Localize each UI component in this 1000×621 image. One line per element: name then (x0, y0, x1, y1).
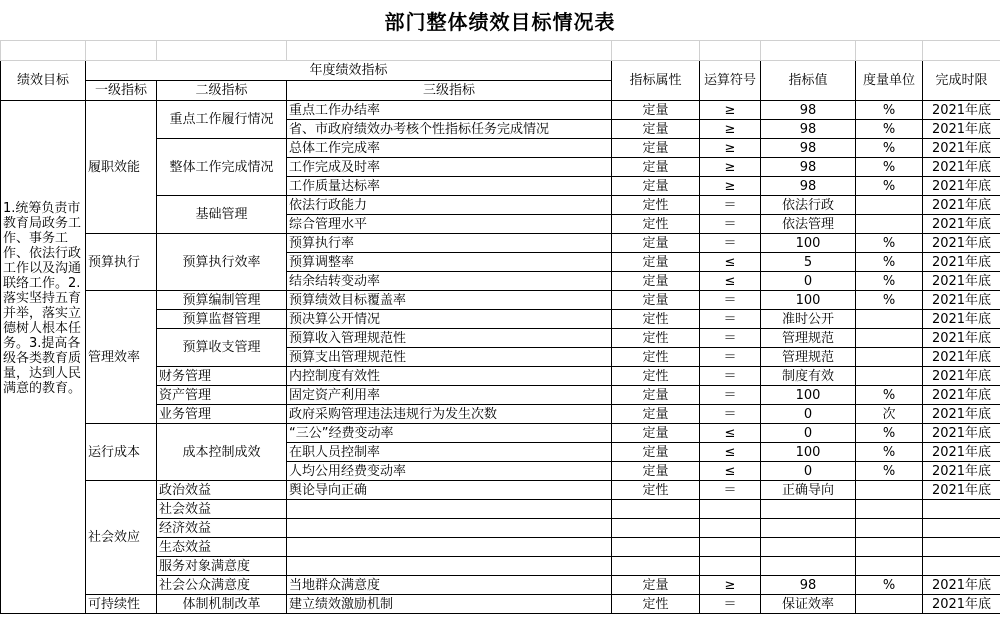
unit-cell[interactable] (856, 500, 923, 519)
attr-cell[interactable] (612, 500, 700, 519)
op-cell[interactable]: ≥ (700, 139, 761, 158)
level2-cell[interactable]: 体制机制改革 (157, 595, 287, 614)
op-cell[interactable]: ＝ (700, 367, 761, 386)
attr-cell[interactable]: 定性 (612, 215, 700, 234)
level1-cell[interactable]: 社会效应 (86, 481, 157, 595)
unit-cell[interactable]: % (856, 386, 923, 405)
level2-cell[interactable]: 业务管理 (157, 405, 287, 424)
deadline-cell[interactable]: 2021年底 (923, 576, 1000, 595)
unit-cell[interactable] (856, 367, 923, 386)
blank-cell[interactable] (700, 41, 761, 61)
op-cell[interactable]: ＝ (700, 386, 761, 405)
deadline-cell[interactable] (923, 519, 1000, 538)
unit-cell[interactable] (856, 595, 923, 614)
value-cell[interactable]: 依法管理 (761, 215, 856, 234)
attr-cell[interactable]: 定量 (612, 158, 700, 177)
value-cell[interactable]: 98 (761, 177, 856, 196)
header-annual[interactable]: 年度绩效指标 (86, 61, 612, 81)
level2-cell[interactable]: 预算监督管理 (157, 310, 287, 329)
level3-cell[interactable]: 综合管理水平 (287, 215, 612, 234)
unit-cell[interactable]: % (856, 139, 923, 158)
level3-cell[interactable]: 预算绩效目标覆盖率 (287, 291, 612, 310)
deadline-cell[interactable]: 2021年底 (923, 215, 1000, 234)
level3-cell[interactable]: 省、市政府绩效办考核个性指标任务完成情况 (287, 120, 612, 139)
value-cell[interactable]: 0 (761, 272, 856, 291)
attr-cell[interactable]: 定量 (612, 291, 700, 310)
header-goal[interactable]: 绩效目标 (1, 61, 86, 101)
level3-cell[interactable]: 政府采购管理违法违规行为发生次数 (287, 405, 612, 424)
unit-cell[interactable]: % (856, 234, 923, 253)
deadline-cell[interactable]: 2021年底 (923, 253, 1000, 272)
attr-cell[interactable]: 定量 (612, 234, 700, 253)
deadline-cell[interactable]: 2021年底 (923, 234, 1000, 253)
attr-cell[interactable]: 定量 (612, 424, 700, 443)
attr-cell[interactable]: 定性 (612, 367, 700, 386)
level2-cell[interactable]: 成本控制成效 (157, 424, 287, 481)
level3-cell[interactable]: 预算执行率 (287, 234, 612, 253)
level1-cell[interactable]: 运行成本 (86, 424, 157, 481)
table-row (1, 291, 1000, 310)
value-cell[interactable] (761, 500, 856, 519)
blank-cell[interactable] (856, 41, 923, 61)
level2-cell[interactable]: 资产管理 (157, 386, 287, 405)
level3-cell[interactable]: 依法行政能力 (287, 196, 612, 215)
value-cell[interactable]: 98 (761, 158, 856, 177)
value-cell[interactable]: 98 (761, 101, 856, 120)
attr-cell[interactable]: 定量 (612, 576, 700, 595)
level1-cell[interactable]: 可持续性 (86, 595, 157, 614)
unit-cell[interactable] (856, 348, 923, 367)
unit-cell[interactable] (856, 519, 923, 538)
goal-cell[interactable]: 1.统筹负责市教育局政务工作、事务工作、依法行政工作以及沟通联络工作。2.落实坚持五育并举，落实立德树人根本任务。3.提高各级各类教育质量，达到人民满意的教育。 (1, 101, 86, 614)
attr-cell[interactable]: 定性 (612, 348, 700, 367)
unit-cell[interactable]: % (856, 291, 923, 310)
op-cell[interactable]: ＝ (700, 405, 761, 424)
level2-cell[interactable]: 政治效益 (157, 481, 287, 500)
value-cell[interactable]: 0 (761, 462, 856, 481)
attr-cell[interactable]: 定量 (612, 139, 700, 158)
attr-cell[interactable]: 定量 (612, 386, 700, 405)
value-cell[interactable]: 98 (761, 120, 856, 139)
op-cell[interactable] (700, 557, 761, 576)
unit-cell[interactable] (856, 310, 923, 329)
deadline-cell[interactable]: 2021年底 (923, 481, 1000, 500)
deadline-cell[interactable]: 2021年底 (923, 405, 1000, 424)
level2-cell[interactable]: 社会效益 (157, 500, 287, 519)
value-cell[interactable]: 依法行政 (761, 196, 856, 215)
value-cell[interactable]: 100 (761, 291, 856, 310)
value-cell[interactable] (761, 557, 856, 576)
blank-cell[interactable] (86, 41, 157, 61)
value-cell[interactable]: 制度有效 (761, 367, 856, 386)
deadline-cell[interactable] (923, 557, 1000, 576)
op-cell[interactable]: ≤ (700, 272, 761, 291)
header-deadline[interactable]: 完成时限 (923, 61, 1000, 101)
header-level2[interactable]: 二级指标 (157, 81, 287, 101)
unit-cell[interactable]: % (856, 462, 923, 481)
unit-cell[interactable]: % (856, 424, 923, 443)
unit-cell[interactable]: % (856, 272, 923, 291)
deadline-cell[interactable]: 2021年底 (923, 386, 1000, 405)
level3-cell[interactable]: 预算支出管理规范性 (287, 348, 612, 367)
op-cell[interactable]: ≤ (700, 443, 761, 462)
op-cell[interactable]: ≥ (700, 158, 761, 177)
deadline-cell[interactable]: 2021年底 (923, 462, 1000, 481)
op-cell[interactable]: ≤ (700, 253, 761, 272)
table-row (1, 595, 1000, 614)
value-cell[interactable]: 100 (761, 234, 856, 253)
level2-cell[interactable]: 生态效益 (157, 538, 287, 557)
op-cell[interactable] (700, 519, 761, 538)
op-cell[interactable] (700, 538, 761, 557)
level3-cell[interactable]: 工作质量达标率 (287, 177, 612, 196)
unit-cell[interactable]: % (856, 101, 923, 120)
header-level3[interactable]: 三级指标 (287, 81, 612, 101)
level2-cell[interactable]: 预算收支管理 (157, 329, 287, 367)
level3-cell[interactable] (287, 557, 612, 576)
table-row (1, 234, 1000, 253)
op-cell[interactable]: ＝ (700, 310, 761, 329)
blank-row (1, 41, 1000, 61)
level3-cell[interactable]: 内控制度有效性 (287, 367, 612, 386)
unit-cell[interactable]: % (856, 443, 923, 462)
level3-cell[interactable]: 结余结转变动率 (287, 272, 612, 291)
unit-cell[interactable] (856, 557, 923, 576)
op-cell[interactable]: ＝ (700, 595, 761, 614)
level3-cell[interactable]: 预算收入管理规范性 (287, 329, 612, 348)
unit-cell[interactable]: % (856, 576, 923, 595)
level3-cell[interactable]: 当地群众满意度 (287, 576, 612, 595)
op-cell[interactable]: ≥ (700, 120, 761, 139)
op-cell[interactable]: ＝ (700, 215, 761, 234)
op-cell[interactable]: ＝ (700, 481, 761, 500)
level3-cell[interactable]: 建立绩效激励机制 (287, 595, 612, 614)
attr-cell[interactable]: 定性 (612, 481, 700, 500)
deadline-cell[interactable]: 2021年底 (923, 120, 1000, 139)
value-cell[interactable]: 管理规范 (761, 348, 856, 367)
op-cell[interactable]: ≥ (700, 177, 761, 196)
unit-cell[interactable] (856, 215, 923, 234)
value-cell[interactable]: 正确导向 (761, 481, 856, 500)
attr-cell[interactable]: 定性 (612, 196, 700, 215)
level3-cell[interactable]: 预决算公开情况 (287, 310, 612, 329)
level2-cell[interactable]: 经济效益 (157, 519, 287, 538)
level2-cell[interactable]: 预算编制管理 (157, 291, 287, 310)
attr-cell[interactable]: 定量 (612, 462, 700, 481)
level1-cell[interactable]: 履职效能 (86, 101, 157, 234)
value-cell[interactable]: 管理规范 (761, 329, 856, 348)
table-row (1, 481, 1000, 500)
table-row (1, 101, 1000, 120)
level2-cell[interactable]: 社会公众满意度 (157, 576, 287, 595)
blank-cell[interactable] (287, 41, 612, 61)
deadline-cell[interactable]: 2021年底 (923, 348, 1000, 367)
value-cell[interactable] (761, 519, 856, 538)
deadline-cell[interactable]: 2021年底 (923, 329, 1000, 348)
op-cell[interactable]: ＝ (700, 291, 761, 310)
level3-cell[interactable] (287, 500, 612, 519)
blank-cell[interactable] (923, 41, 1000, 61)
header-level1[interactable]: 一级指标 (86, 81, 157, 101)
table-row (1, 424, 1000, 443)
attr-cell[interactable]: 定量 (612, 101, 700, 120)
header-unit[interactable]: 度量单位 (856, 61, 923, 101)
attr-cell[interactable] (612, 538, 700, 557)
blank-cell[interactable] (157, 41, 287, 61)
table-title: 部门整体绩效目标情况表 (384, 9, 616, 34)
level3-cell[interactable]: 在职人员控制率 (287, 443, 612, 462)
attr-cell[interactable]: 定量 (612, 272, 700, 291)
value-cell[interactable]: 100 (761, 443, 856, 462)
deadline-cell[interactable]: 2021年底 (923, 443, 1000, 462)
level2-cell[interactable]: 服务对象满意度 (157, 557, 287, 576)
header-row-1 (1, 61, 1000, 81)
deadline-cell[interactable]: 2021年底 (923, 310, 1000, 329)
deadline-cell[interactable]: 2021年底 (923, 158, 1000, 177)
attr-cell[interactable] (612, 557, 700, 576)
header-op[interactable]: 运算符号 (700, 61, 761, 101)
level3-cell[interactable]: 人均公用经费变动率 (287, 462, 612, 481)
level1-cell[interactable]: 管理效率 (86, 291, 157, 424)
attr-cell[interactable] (612, 519, 700, 538)
op-cell[interactable]: ＝ (700, 196, 761, 215)
deadline-cell[interactable]: 2021年底 (923, 177, 1000, 196)
deadline-cell[interactable]: 2021年底 (923, 139, 1000, 158)
op-cell[interactable]: ＝ (700, 329, 761, 348)
deadline-cell[interactable]: 2021年底 (923, 196, 1000, 215)
value-cell[interactable]: 98 (761, 576, 856, 595)
op-cell[interactable]: ＝ (700, 234, 761, 253)
unit-cell[interactable]: % (856, 120, 923, 139)
level3-cell[interactable]: 固定资产利用率 (287, 386, 612, 405)
value-cell[interactable]: 98 (761, 139, 856, 158)
unit-cell[interactable]: % (856, 158, 923, 177)
blank-cell[interactable] (761, 41, 856, 61)
level1-cell[interactable]: 预算执行 (86, 234, 157, 291)
attr-cell[interactable]: 定量 (612, 253, 700, 272)
value-cell[interactable]: 100 (761, 386, 856, 405)
op-cell[interactable]: ≤ (700, 462, 761, 481)
level3-cell[interactable]: “三公”经费变动率 (287, 424, 612, 443)
level2-cell[interactable]: 重点工作履行情况 (157, 101, 287, 139)
level3-cell[interactable] (287, 538, 612, 557)
level3-cell[interactable]: 舆论导向正确 (287, 481, 612, 500)
op-cell[interactable]: ≥ (700, 576, 761, 595)
deadline-cell[interactable]: 2021年底 (923, 272, 1000, 291)
attr-cell[interactable]: 定性 (612, 310, 700, 329)
attr-cell[interactable]: 定量 (612, 405, 700, 424)
header-attr[interactable]: 指标属性 (612, 61, 700, 101)
deadline-cell[interactable]: 2021年底 (923, 291, 1000, 310)
deadline-cell[interactable] (923, 500, 1000, 519)
deadline-cell[interactable]: 2021年底 (923, 424, 1000, 443)
value-cell[interactable] (761, 538, 856, 557)
deadline-cell[interactable]: 2021年底 (923, 101, 1000, 120)
value-cell[interactable]: 5 (761, 253, 856, 272)
deadline-cell[interactable]: 2021年底 (923, 367, 1000, 386)
op-cell[interactable]: ＝ (700, 348, 761, 367)
attr-cell[interactable]: 定性 (612, 595, 700, 614)
value-cell[interactable]: 准时公开 (761, 310, 856, 329)
blank-cell[interactable] (612, 41, 700, 61)
op-cell[interactable] (700, 500, 761, 519)
level3-cell[interactable]: 预算调整率 (287, 253, 612, 272)
attr-cell[interactable]: 定性 (612, 329, 700, 348)
level2-cell[interactable]: 整体工作完成情况 (157, 139, 287, 196)
deadline-cell[interactable]: 2021年底 (923, 595, 1000, 614)
level3-cell[interactable] (287, 519, 612, 538)
level3-cell[interactable]: 重点工作办结率 (287, 101, 612, 120)
level3-cell[interactable]: 工作完成及时率 (287, 158, 612, 177)
level2-cell[interactable]: 财务管理 (157, 367, 287, 386)
unit-cell[interactable]: % (856, 253, 923, 272)
unit-cell[interactable]: % (856, 177, 923, 196)
value-cell[interactable]: 保证效率 (761, 595, 856, 614)
unit-cell[interactable]: 次 (856, 405, 923, 424)
attr-cell[interactable]: 定量 (612, 177, 700, 196)
unit-cell[interactable] (856, 329, 923, 348)
value-cell[interactable]: 0 (761, 424, 856, 443)
unit-cell[interactable] (856, 196, 923, 215)
unit-cell[interactable] (856, 538, 923, 557)
attr-cell[interactable]: 定量 (612, 443, 700, 462)
value-cell[interactable]: 0 (761, 405, 856, 424)
op-cell[interactable]: ≥ (700, 101, 761, 120)
attr-cell[interactable]: 定量 (612, 120, 700, 139)
level3-cell[interactable]: 总体工作完成率 (287, 139, 612, 158)
deadline-cell[interactable] (923, 538, 1000, 557)
level2-cell[interactable]: 预算执行效率 (157, 234, 287, 291)
blank-cell[interactable] (1, 41, 86, 61)
performance-table (0, 40, 1000, 614)
level2-cell[interactable]: 基础管理 (157, 196, 287, 234)
unit-cell[interactable] (856, 481, 923, 500)
op-cell[interactable]: ≤ (700, 424, 761, 443)
header-value[interactable]: 指标值 (761, 61, 856, 101)
